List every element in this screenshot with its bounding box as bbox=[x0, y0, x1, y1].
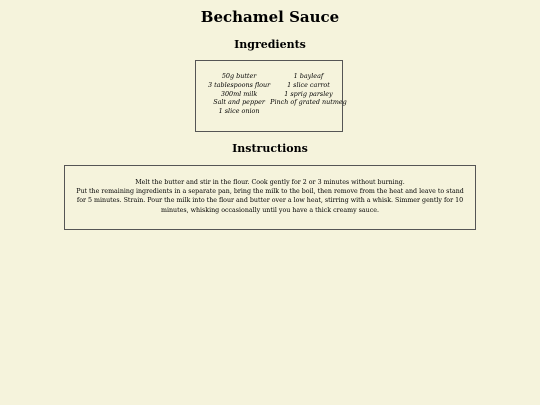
ingredient-item: 300ml milk bbox=[220, 89, 258, 98]
ingredient-item: 1 sprig parsley bbox=[284, 89, 333, 98]
ingredients-left-column bbox=[208, 72, 270, 131]
instruction-step: Melt the butter and stir in the flour. Cook gently for 2 or 3 minutes without burning. bbox=[135, 179, 405, 186]
instructions-heading: Instructions bbox=[232, 142, 308, 155]
ingredient-item: 3 tablespoons flour bbox=[208, 80, 271, 89]
ingredients-box bbox=[195, 60, 347, 132]
ingredient-item: 50g butter bbox=[221, 72, 257, 80]
recipe-title: Bechamel Sauce bbox=[200, 8, 340, 26]
ingredients-right-column bbox=[270, 72, 347, 131]
ingredient-item: Pinch of grated nutmeg bbox=[270, 98, 347, 107]
ingredient-item: 1 bayleaf bbox=[293, 72, 324, 80]
instruction-step: Put the remaining ingredients in a separate pan, bring the milk to the boil, then remove from the heat and leave to stand for 5 minutes. Strain. Pour the milk into the flour and butter over a low heat, stirring with a whisk. Simmer gently for 10 minutes, whisking occasionally until you have a thick creamy sauce. bbox=[76, 188, 464, 214]
instructions-box bbox=[64, 165, 476, 230]
ingredient-item: 1 slice carrot bbox=[287, 80, 330, 89]
ingredient-item: 1 slice onion bbox=[218, 107, 260, 116]
ingredients-heading: Ingredients bbox=[234, 38, 306, 51]
ingredient-item: Salt and pepper bbox=[213, 98, 265, 107]
